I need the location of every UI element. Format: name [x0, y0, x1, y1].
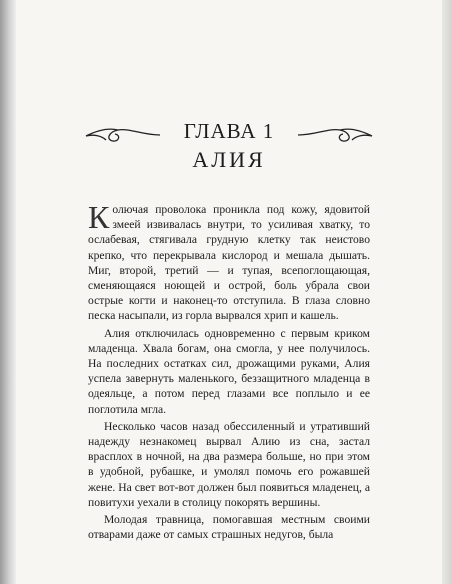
- drop-cap: К: [88, 199, 110, 235]
- book-page: [88, 118, 370, 544]
- chapter-heading: [88, 118, 370, 180]
- paragraph-1: [88, 199, 370, 324]
- paragraph-1-text: олючая проволока проникла под кожу, ядовитой змеей извивалась внутри, то усиливая хватку, то ослабевая, стягивала грудную клетку так неистово крепко, что перекрывала кислород и мешала дышать. Миг, второй, третий — и тупая, всепоглощающая, сменяющаяся ноющей и острой, боль убрала свои острые когти и наконец-то отступила. В глаза словно песка насыпали, из горла вырвался хрип и кашель.: [88, 203, 370, 323]
- scan-binding-edge: [0, 0, 16, 584]
- paragraph-2: Алия отключилась одновременно с первым криком младенца. Хвала богам, она смогла, у нее получилось. На последних остатках сил, дрожащими руками, Алия успела завернуть маленького, беззащитного младенца в одеяльце, а потом перед глазами все поплыло и ее поглотила мгла.: [88, 326, 370, 416]
- paragraph-3: Несколько часов назад обессиленный и утративший надежду незнакомец вырвал Алию из сна, застал врасплох в ночной, на два размера больше, но при этом в удобной, рубашке, и умолял помочь его рожавшей жене. На свет вот-вот должен был появиться младенец, а повитухи уехали в столицу покорять вершины.: [88, 419, 370, 509]
- body-text: [88, 199, 370, 542]
- chapter-title: АЛИЯ: [192, 147, 266, 172]
- left-flourish-ornament: [82, 124, 162, 146]
- right-flourish-ornament: [296, 124, 376, 146]
- chapter-number: ГЛАВА 1: [183, 119, 275, 143]
- scan-page-edge: [442, 0, 452, 584]
- paragraph-4: Молодая травница, помогавшая местным своими отварами даже от самых страшных недугов, была: [88, 513, 370, 542]
